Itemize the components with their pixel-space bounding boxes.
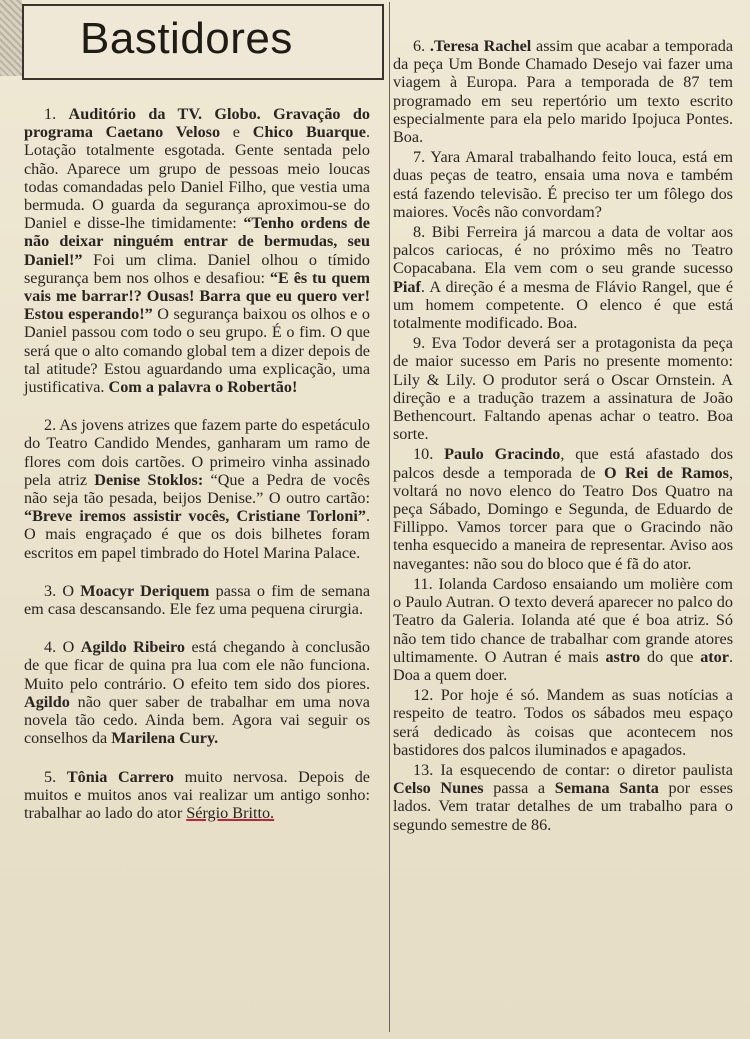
text-run: , voltará no novo elenco do Teatro Dos Quatro na peça Sábado, Domingo e Segunda, de Eduardo de Fillippo. Vamos torcer para que o Gracindo não tenha esquecido a maneira de representar. Aviso aos navegantes: não sou do bloco que é fã do ator.: [393, 463, 733, 573]
bold-text-run: astro: [605, 647, 641, 666]
text-run: 4. O: [44, 638, 81, 657]
bold-text-run: Denise Stoklos:: [94, 470, 204, 489]
bold-text-run: Piaf: [393, 277, 421, 296]
text-run: está chegando à conclusão de que ficar de quina pra lua com ele não funciona. Muito pelo contrário. O efeito tem sido dos piores.: [24, 638, 370, 693]
bold-text-run: “Breve iremos assistir vocês, Cristiane Torloni”: [24, 507, 366, 526]
bold-text-run: Com a palavra o Robertão!: [108, 378, 298, 397]
item-12: [393, 686, 733, 759]
bold-text-run: Moacyr Deriquem: [80, 581, 210, 600]
text-run: , que está afastado dos palcos desde a temporada de: [393, 445, 733, 482]
column-left: [24, 105, 370, 842]
text-run: passa a: [483, 779, 555, 798]
column-right: [393, 37, 733, 836]
bold-text-run: .Teresa Rachel: [429, 37, 532, 55]
bold-text-run: Paulo Gracindo: [444, 445, 561, 464]
text-run: não quer saber de trabalhar em uma nova novela tão cedo. Ainda bem. Agora vai seguir os conselhos da: [24, 692, 370, 748]
page-title: Bastidores: [80, 14, 293, 63]
text-run: Foi um clima. Daniel olhou o tímido segurança bem nos olhos e desafiou:: [24, 250, 370, 287]
item-3: [24, 582, 370, 618]
item-4: [24, 638, 370, 747]
text-run: muito nervosa. Depois de muitos e muitos anos vai realizar um antigo sonho: trabalhar ao lado do ator: [24, 767, 370, 822]
bold-text-run: Tônia Carrero: [66, 767, 174, 786]
bold-text-run: Agildo: [24, 692, 70, 711]
text-run: passa o fim de semana em casa descansando. Ele fez uma pequena cirurgia.: [24, 581, 371, 619]
column-divider: [389, 2, 390, 1032]
item-2: [24, 416, 370, 562]
bold-text-run: “E ês tu quem vais me barrar!? Ousas! Barra que eu quero ver! Estou esperando!”: [24, 268, 370, 324]
text-run: 6.: [413, 37, 430, 55]
text-run: por esses lados. Vem tratar detalhes de um trabalho para o segundo semestre de 86.: [393, 779, 733, 834]
text-run: 9. Eva Todor deverá ser a protagonista da peça de maior sucesso em Paris no presente momento: Lily & Lily. O produtor será o Oscar Ornstein. A direção e a tradução trazem a assinatura de João Bethencourt. Faltando apenas achar o teatro. Boa sorte.: [393, 334, 733, 444]
bold-text-run: ator: [700, 647, 729, 666]
text-run: 5.: [44, 767, 67, 786]
bold-text-run: Chico Buarque: [252, 123, 366, 142]
bold-text-run: Marilena Cury.: [111, 729, 219, 748]
bold-text-run: Semana Santa: [554, 779, 659, 798]
bold-text-run: Auditório da TV. Globo. Gravação do programa Caetano Veloso: [24, 105, 370, 142]
item-8: [393, 223, 733, 332]
text-run: . O mais engraçado é que os dois bilhetes foram escritos em papel timbrado do Hotel Marina Palace.: [24, 507, 370, 562]
item-6: [393, 37, 733, 146]
text-run: 2. As jovens atrizes que fazem parte do espetáculo do Teatro Candido Mendes, ganharam um ramo de flores com dois cartões. O primeiro vinha assinado pela atriz: [24, 416, 370, 489]
text-run: 1.: [44, 105, 69, 123]
text-run: . A direção é a mesma de Flávio Rangel, que é um homem competente. O elenco é que está totalmente modificado. Boa.: [393, 277, 733, 333]
text-run: 8. Bibi Ferreira já marcou a data de voltar aos palcos cariocas, é no próximo mês no Teatro Copacabana. Ela vem com o seu grande sucesso: [393, 223, 733, 278]
text-run: . Lotação totalmente esgotada. Gente sentada pelo chão. Aparece um grupo de pessoas meio loucas todas comandadas pelo Daniel Filho, que vestia uma bermuda. O guarda da segurança aproximou-se do Daniel e disse-lhe timidamente:: [24, 123, 370, 233]
item-1: [24, 105, 370, 396]
text-run: 10.: [413, 445, 445, 464]
item-7: [393, 148, 733, 221]
header-box: [22, 4, 384, 80]
bold-text-run: O Rei de Ramos: [603, 463, 729, 482]
text-run: e: [220, 123, 253, 142]
item-9: [393, 334, 733, 443]
clipping-edge: [0, 0, 22, 76]
text-run: “Que a Pedra de vocês não seja tão pesada, beijos Denise.” O outro cartão:: [24, 470, 370, 508]
text-run: 7. Yara Amaral trabalhando feito louca, está em duas peças de teatro, ensaia uma nova e também está fazendo televisão. É preciso ter um fôlego dos maiores. Vocês não convordam?: [393, 148, 733, 221]
text-run: Sérgio Britto.: [186, 803, 275, 822]
bold-text-run: Agildo Ribeiro: [80, 638, 185, 657]
item-13: [393, 761, 733, 834]
item-10: [393, 445, 733, 572]
text-run: . Doa a quem doer.: [393, 647, 733, 684]
text-run: O segurança baixou os olhos e o Daniel passou com todo o seu grupo. É o fim. O que será que o alto comando global tem a dizer depois de tal atitude? Estou aguardando uma explicação, uma justificativa.: [24, 305, 370, 397]
bold-text-run: Celso Nunes: [393, 779, 484, 798]
text-run: 11. Iolanda Cardoso ensaiando um molière com o Paulo Autran. O texto deverá aparecer no palco do Teatro da Galeria. Iolanda até que é boa atriz. Só não tem tido chance de trabalhar com grande atores ultimamente. O Autran é mais: [393, 574, 733, 666]
text-run: do que: [640, 647, 701, 666]
item-5: [24, 768, 370, 823]
text-run: 3. O: [44, 581, 81, 600]
text-run: 12. Por hoje é só. Mandem as suas notícias a respeito de teatro. Todos os sábados meu espaço será dedicado às coisas que acontecem nos bastidores dos palcos iluminados e apagados.: [393, 686, 733, 759]
text-run: 13. Ia esquecendo de contar: o diretor paulista: [413, 760, 733, 779]
item-11: [393, 575, 733, 684]
text-run: assim que acabar a temporada da peça Um Bonde Chamado Desejo vai fazer uma viagem à Europa. Para a temporada de 87 tem programado em seu repertório um texto escrito especialmente para ela pelo marido Ipojuca Pontes. Boa.: [393, 37, 734, 147]
bold-text-run: “Tenho ordens de não deixar ninguém entrar de bermudas, seu Daniel!”: [24, 214, 370, 269]
